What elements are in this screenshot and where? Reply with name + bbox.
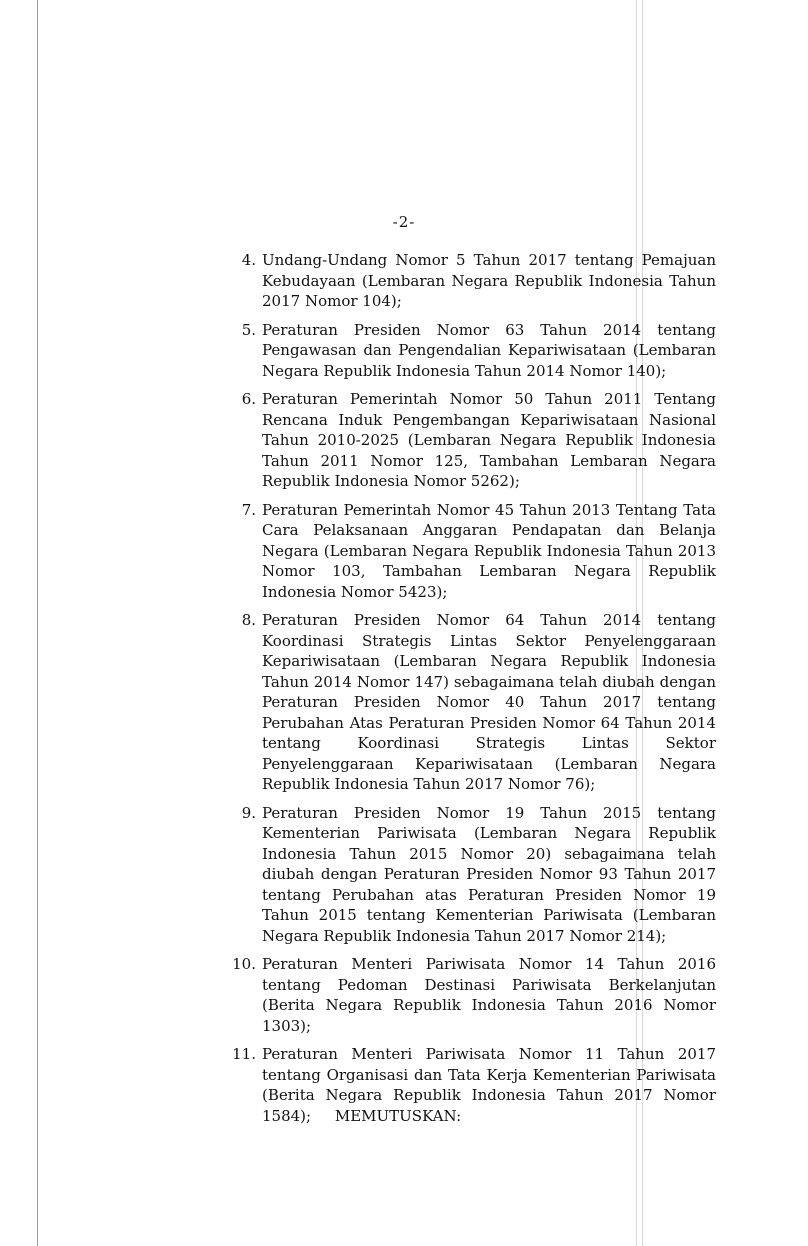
item-number: 8. bbox=[241, 611, 256, 629]
decision-heading: MEMUTUSKAN: bbox=[334, 1107, 462, 1125]
item-number: 5. bbox=[241, 320, 256, 339]
list-item bbox=[222, 389, 716, 492]
item-number: 4. bbox=[241, 251, 256, 269]
binding-margin-line bbox=[37, 0, 38, 1246]
item-text: Peraturan Menteri Pariwisata Nomor 11 Tahun 2017 tentang Organisasi dan Tata Kerja Kementerian Pariwisata (Berita Negara Republik Indonesia Tahun 2017 Nomor 1584); bbox=[262, 1045, 716, 1125]
item-text: Peraturan Presiden Nomor 63 Tahun 2014 tentang Pengawasan dan Pengendalian Kepariwisataan (Lembaran Negara Republik Indonesia Tahun 2014 Nomor 140); bbox=[262, 320, 716, 380]
item-number: 10. bbox=[232, 955, 256, 973]
item-text: Peraturan Presiden Nomor 64 Tahun 2014 tentang Koordinasi Strategis Lintas Sektor Penyelenggaraan Kepariwisataan (Lembaran Negara Republik Indonesia Tahun 2014 Nomor 147) sebagaimana telah diubah dengan Peraturan Presiden Nomor 40 Tahun 2017 tentang Perubahan Atas Peraturan Presiden Nomor 64 Tahun 2014 tentang Koordinasi Strategis Lintas Sektor Penyelenggaraan Kepariwisataan (Lembaran Negara Republik Indonesia Tahun 2017 Nomor 76); bbox=[262, 611, 716, 793]
list-item bbox=[222, 610, 716, 795]
item-text: Peraturan Menteri Pariwisata Nomor 14 Tahun 2016 tentang Pedoman Destinasi Pariwisata Berkelanjutan (Berita Negara Republik Indonesia Tahun 2016 Nomor 1303); bbox=[262, 955, 716, 1035]
item-number: 7. bbox=[241, 500, 256, 519]
list-item bbox=[222, 250, 716, 312]
list-item bbox=[222, 803, 716, 947]
item-number: 11. bbox=[232, 1045, 256, 1063]
list-item bbox=[222, 954, 716, 1036]
page-number: -2- bbox=[392, 213, 416, 231]
item-text: Peraturan Presiden Nomor 19 Tahun 2015 tentang Kementerian Pariwisata (Lembaran Negara Republik Indonesia Tahun 2015 Nomor 20) sebagaimana telah diubah dengan Peraturan Presiden Nomor 93 Tahun 2017 tentang Perubahan atas Peraturan Presiden Nomor 19 Tahun 2015 tentang Kementerian Pariwisata (Lembaran Negara Republik Indonesia Tahun 2017 Nomor 214); bbox=[262, 803, 716, 945]
list-item bbox=[222, 320, 716, 382]
item-text: Peraturan Pemerintah Nomor 45 Tahun 2013 Tentang Tata Cara Pelaksanaan Anggaran Pendapatan dan Belanja Negara (Lembaran Negara Republik Indonesia Tahun 2013 Nomor 103, Tambahan Lembaran Negara Republik Indonesia Nomor 5423); bbox=[262, 500, 716, 601]
item-number: 9. bbox=[241, 803, 256, 822]
item-text: Peraturan Pemerintah Nomor 50 Tahun 2011 Tentang Rencana Induk Pengembangan Kepariwisataan Nasional Tahun 2010-2025 (Lembaran Negara Republik Indonesia Tahun 2011 Nomor 125, Tambahan Lembaran Negara Republik Indonesia Nomor 5262); bbox=[262, 390, 716, 490]
item-number: 6. bbox=[241, 390, 256, 408]
legal-basis-list bbox=[222, 250, 716, 1134]
item-text: Undang-Undang Nomor 5 Tahun 2017 tentang Pemajuan Kebudayaan (Lembaran Negara Republik Indonesia Tahun 2017 Nomor 104); bbox=[262, 251, 716, 310]
list-item bbox=[222, 500, 716, 603]
